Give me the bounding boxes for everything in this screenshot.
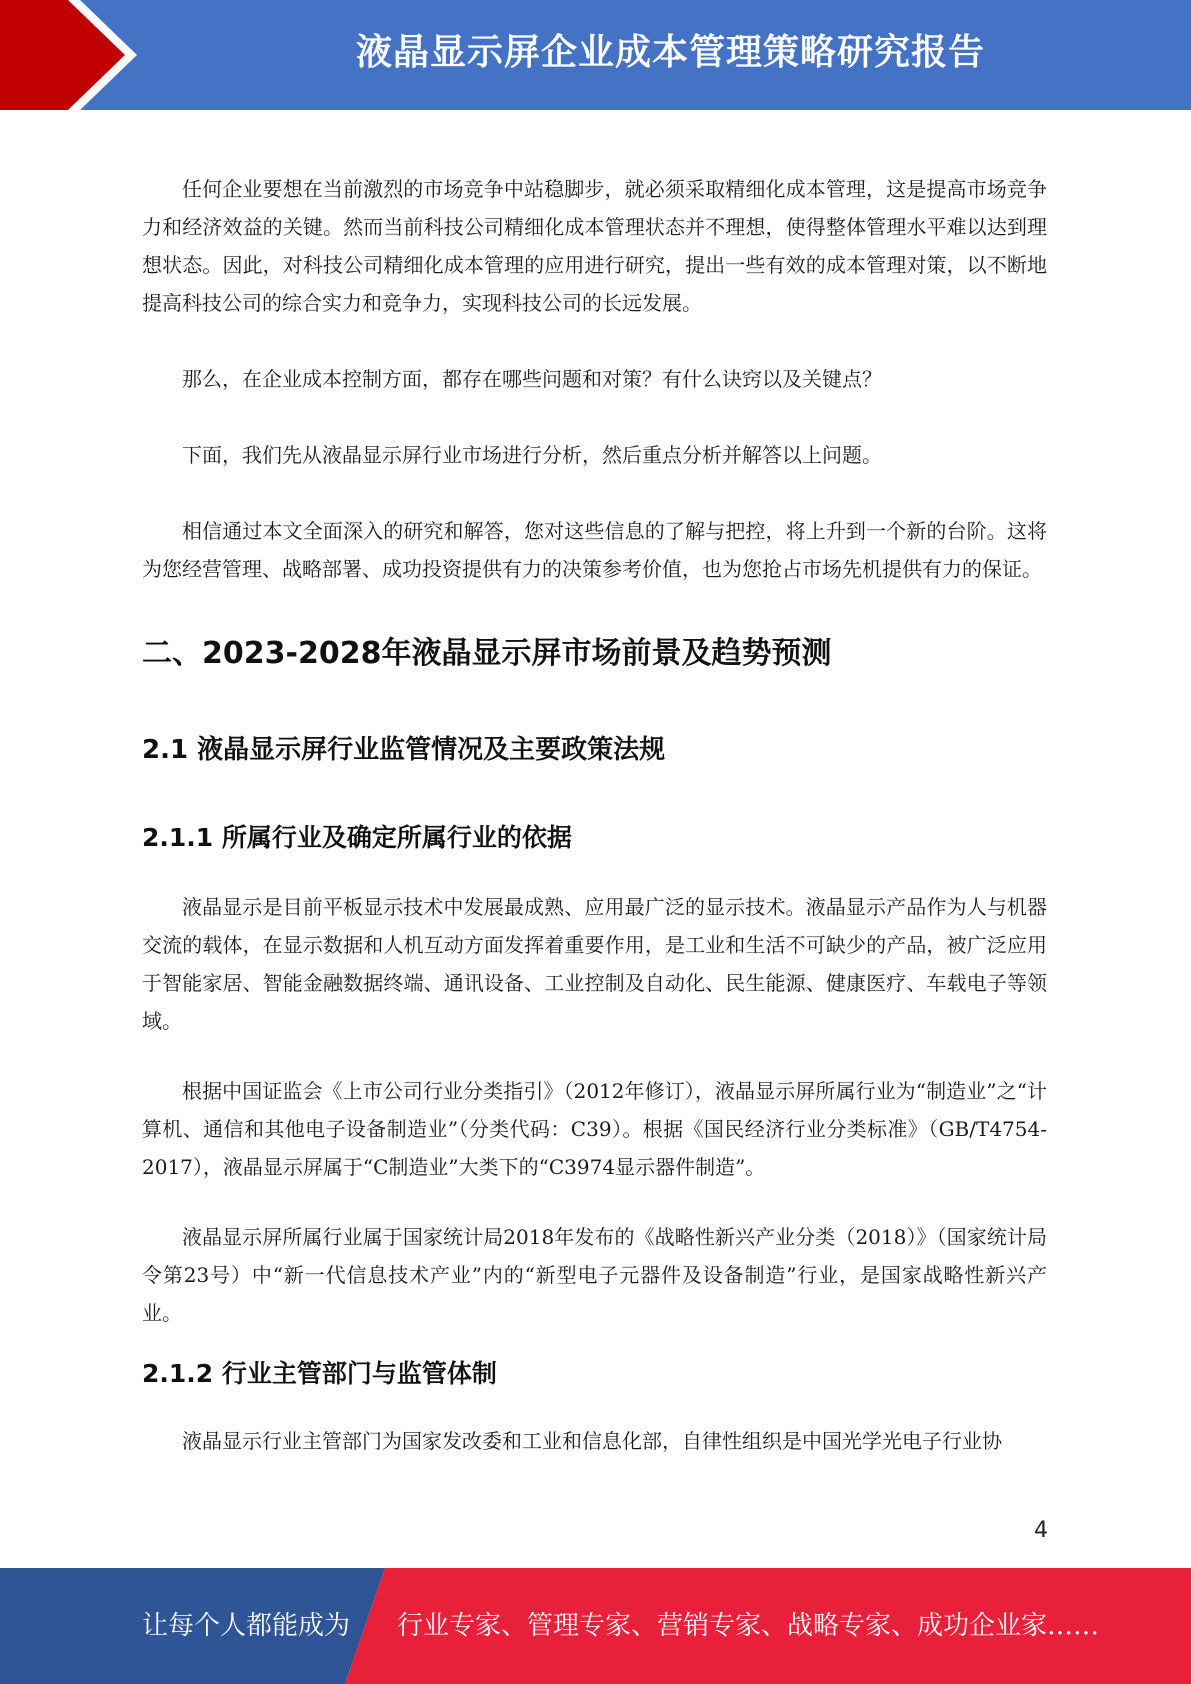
intro-paragraph-4: 相信通过本文全面深入的研究和解答，您对这些信息的了解与把控，将上升到一个新的台阶。这将为您经营管理、战略部署、成功投资提供有力的决策参考价值，也为您抢占市场先机提供有力的保证。 xyxy=(142,519,1047,581)
paragraph-2-1-1-b: 根据中国证监会《上市公司行业分类指引》（2012年修订），液晶显示屏所属行业为“制造业”之“计算机、通信和其他电子设备制造业”（分类代码：C39）。根据《国民经济行业分类标准》（GB/T4754-2017），液晶显示屏属于“C制造业”大类下的“C3974显示器件制造”。 xyxy=(142,1079,1047,1179)
subsection-heading-2-1: 2.1 液晶显示屏行业监管情况及主要政策法规 xyxy=(142,735,666,765)
footer-slogan-left: 让每个人都能成为 xyxy=(142,1611,351,1641)
footer-slogan-right: 行业专家、管理专家、营销专家、战略专家、成功企业家…… xyxy=(397,1611,1100,1641)
subsection-heading-2-1-2: 2.1.2 行业主管部门与监管体制 xyxy=(142,1359,497,1388)
header-chevron-decoration xyxy=(0,0,150,110)
intro-paragraph-2: 那么，在企业成本控制方面，都存在哪些问题和对策？有什么诀窍以及关键点？ xyxy=(182,367,882,391)
intro-paragraph-1: 任何企业要想在当前激烈的市场竞争中站稳脚步，就必须采取精细化成本管理，这是提高市场竞争力和经济效益的关键。然而当前科技公司精细化成本管理状态并不理想，使得整体管理水平难以达到理想状态。因此，对科技公司精细化成本管理的应用进行研究，提出一些有效的成本管理对策，以不断地提高科技公司的综合实力和竞争力，实现科技公司的长远发展。 xyxy=(142,177,1047,315)
report-header-banner xyxy=(0,0,1191,110)
intro-paragraph-3: 下面，我们先从液晶显示屏行业市场进行分析，然后重点分析并解答以上问题。 xyxy=(182,443,882,467)
page-content xyxy=(142,170,1047,1460)
footer-banner xyxy=(0,1568,1191,1684)
paragraph-2-1-1-a: 液晶显示是目前平板显示技术中发展最成熟、应用最广泛的显示技术。液晶显示产品作为人与机器交流的载体，在显示数据和人机互动方面发挥着重要作用，是工业和生活不可缺少的产品，被广泛应用于智能家居、智能金融数据终端、通讯设备、工业控制及自动化、民生能源、健康医疗、车载电子等领域。 xyxy=(142,895,1047,1033)
paragraph-2-1-1-c: 液晶显示屏所属行业属于国家统计局2018年发布的《战略性新兴产业分类（2018）》（国家统计局令第23号）中“新一代信息技术产业”内的“新型电子元器件及设备制造”行业，是国家战略性新兴产业。 xyxy=(142,1225,1047,1325)
subsection-heading-2-1-1: 2.1.1 所属行业及确定所属行业的依据 xyxy=(142,823,572,852)
paragraph-2-1-2-a: 液晶显示行业主管部门为国家发改委和工业和信息化部，自律性组织是中国光学光电子行业协 xyxy=(182,1429,1002,1453)
report-title: 液晶显示屏企业成本管理策略研究报告 xyxy=(355,32,985,73)
section-heading-2: 二、2023-2028年液晶显示屏市场前景及趋势预测 xyxy=(142,636,832,671)
page-number: 4 xyxy=(1034,1518,1048,1543)
